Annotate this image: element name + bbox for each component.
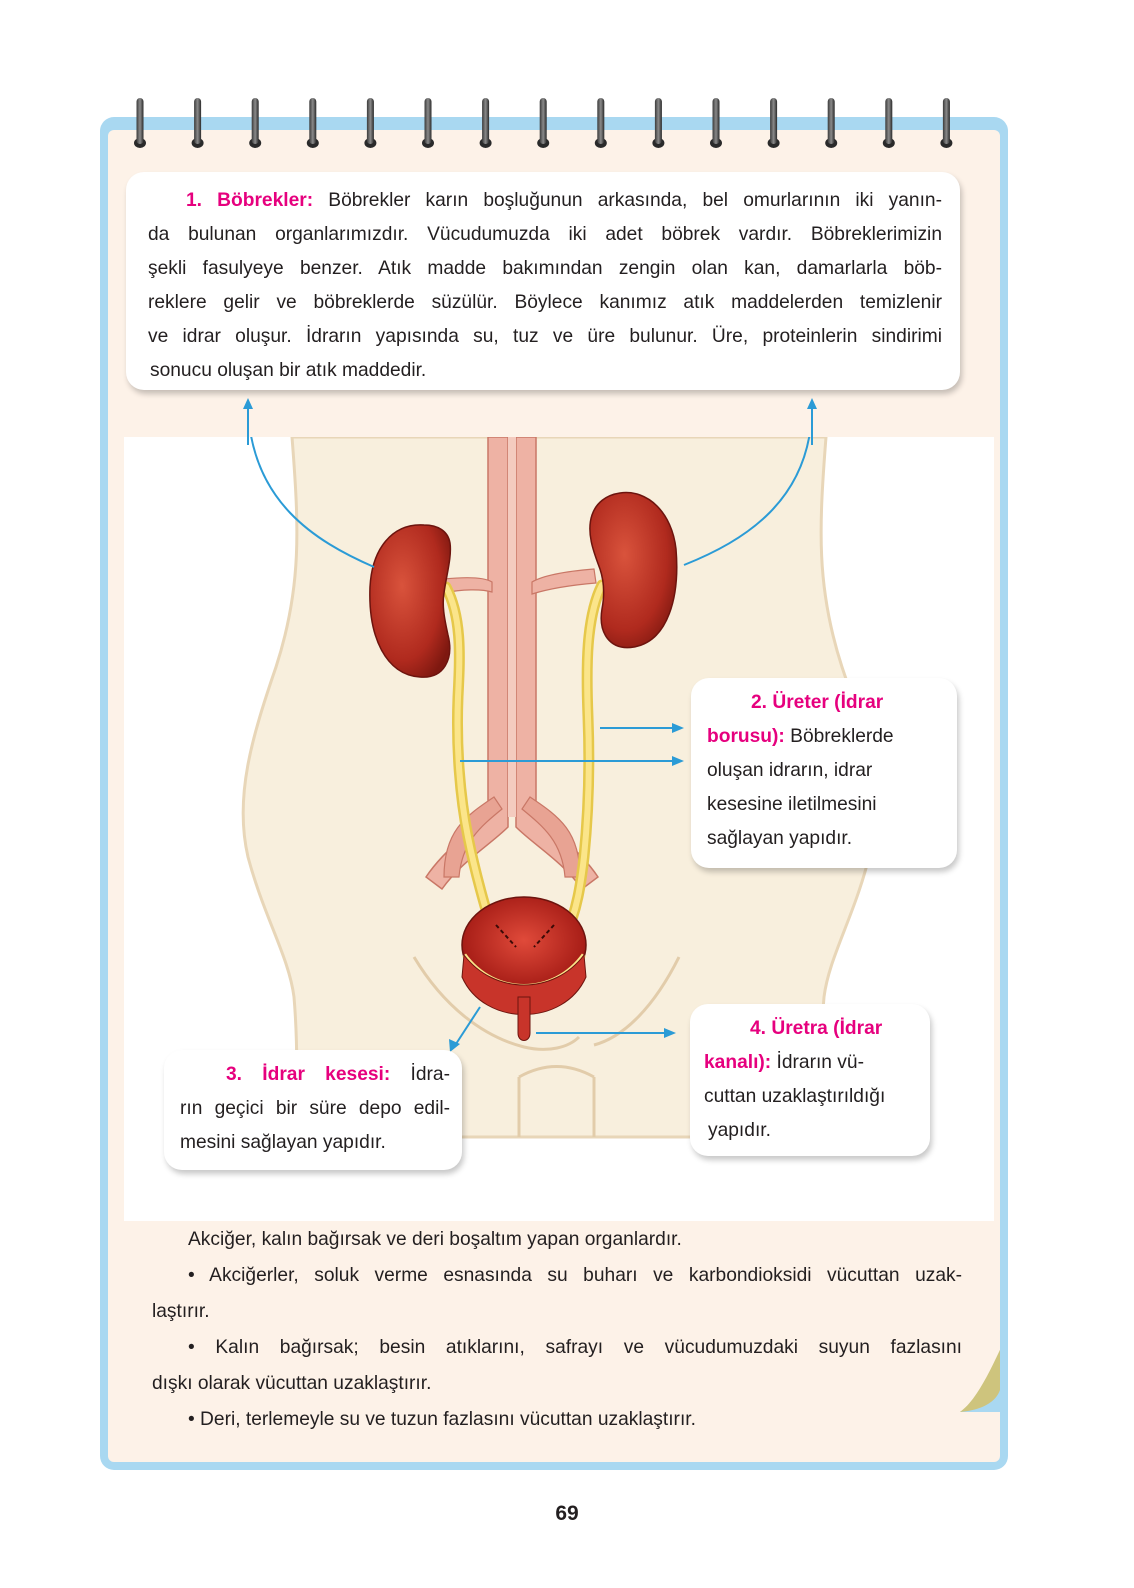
kidneys-line-5: ve idrar oluşur. İdrarın yapısında su, tuz ve üre bulunur. Üre, proteinlerin sindirimi xyxy=(148,326,942,347)
urethra-title-line: 4. Üretra (İdrar xyxy=(750,1018,883,1039)
bullet-skin: • Deri, terlemeyle su ve tuzun fazlasını vücuttan uzaklaştırır. xyxy=(188,1409,696,1430)
kidney-right xyxy=(590,493,677,648)
page-curl xyxy=(956,1350,1002,1414)
binding-ring xyxy=(480,98,492,148)
ureter-card xyxy=(691,678,957,868)
binding-ring xyxy=(825,98,837,148)
ureter-line-4: kesesine iletilmesini xyxy=(707,794,877,815)
binding-ring xyxy=(192,98,204,148)
binding-ring xyxy=(595,98,607,148)
kidneys-line-6: sonucu oluşan bir atık maddedir. xyxy=(150,360,427,381)
binding-ring xyxy=(883,98,895,148)
bullet-colon-line-2: dışkı olarak vücuttan uzaklaştırır. xyxy=(152,1373,432,1394)
binding-ring xyxy=(364,98,376,148)
binding-ring xyxy=(134,98,146,148)
urethra-line-2: kanalı): İdrarın vü- xyxy=(704,1052,864,1073)
bottom-intro: Akciğer, kalın bağırsak ve deri boşaltım yapan organlardır. xyxy=(188,1229,682,1250)
urethra xyxy=(518,997,530,1041)
urethra-line-4: yapıdır. xyxy=(708,1120,771,1141)
kidneys-card xyxy=(126,172,960,390)
binding-ring xyxy=(249,98,261,148)
kidneys-title: 1. Böbrekler: xyxy=(186,190,314,211)
ureter-line-5: sağlayan yapıdır. xyxy=(707,828,853,849)
binding-ring xyxy=(307,98,319,148)
ureter-title-line: 2. Üreter (İdrar xyxy=(751,692,884,713)
binding-ring xyxy=(422,98,434,148)
binding-ring xyxy=(768,98,780,148)
bladder-line-3: mesini sağlayan yapıdır. xyxy=(180,1132,386,1153)
bladder-line-1: 3. İdrar kesesi: İdra- xyxy=(226,1064,450,1085)
bladder-card xyxy=(164,1050,462,1170)
binding-ring xyxy=(537,98,549,148)
binding-ring xyxy=(940,98,952,148)
kidney-arrow-heads xyxy=(0,395,1134,445)
bullet-lungs-line-2: laştırır. xyxy=(152,1301,210,1322)
binding-ring xyxy=(652,98,664,148)
kidneys-line-3: şekli fasulyeye benzer. Atık madde bakımından zengin olan kan, damarlarla böb- xyxy=(148,258,942,279)
ureter-line-2: borusu): Böbreklerde xyxy=(707,726,894,747)
bullet-colon-line-1: • Kalın bağırsak; besin atıklarını, safrayı ve vücudumuzdaki suyun fazlasını xyxy=(188,1337,962,1358)
bullet-lungs-line-1: • Akciğerler, soluk verme esnasında su buharı ve karbondioksidi vücuttan uzak- xyxy=(188,1265,962,1286)
urethra-card xyxy=(690,1004,930,1156)
page-number: 69 xyxy=(555,1502,579,1525)
excretion-organs-text xyxy=(152,1222,962,1438)
urethra-line-3: cuttan uzaklaştırıldığı xyxy=(704,1086,886,1107)
binding-ring xyxy=(710,98,722,148)
kidneys-line-4: reklere gelir ve böbreklerde süzülür. Böylece kanımız atık maddelerden temizlenir xyxy=(148,292,942,313)
ureter-line-3: oluşan idrarın, idrar xyxy=(707,760,873,781)
bladder-line-2: rın geçici bir süre depo edil- xyxy=(180,1098,450,1119)
kidneys-line-2: da bulunan organlarımızdır. Vücudumuzda iki adet böbrek vardır. Böbreklerimizin xyxy=(148,224,942,245)
spiral-binding xyxy=(0,95,1134,165)
kidneys-line-1: 1. Böbrekler: Böbrekler karın boşluğunun arkasında, bel omurlarının iki yanın- xyxy=(186,190,942,211)
